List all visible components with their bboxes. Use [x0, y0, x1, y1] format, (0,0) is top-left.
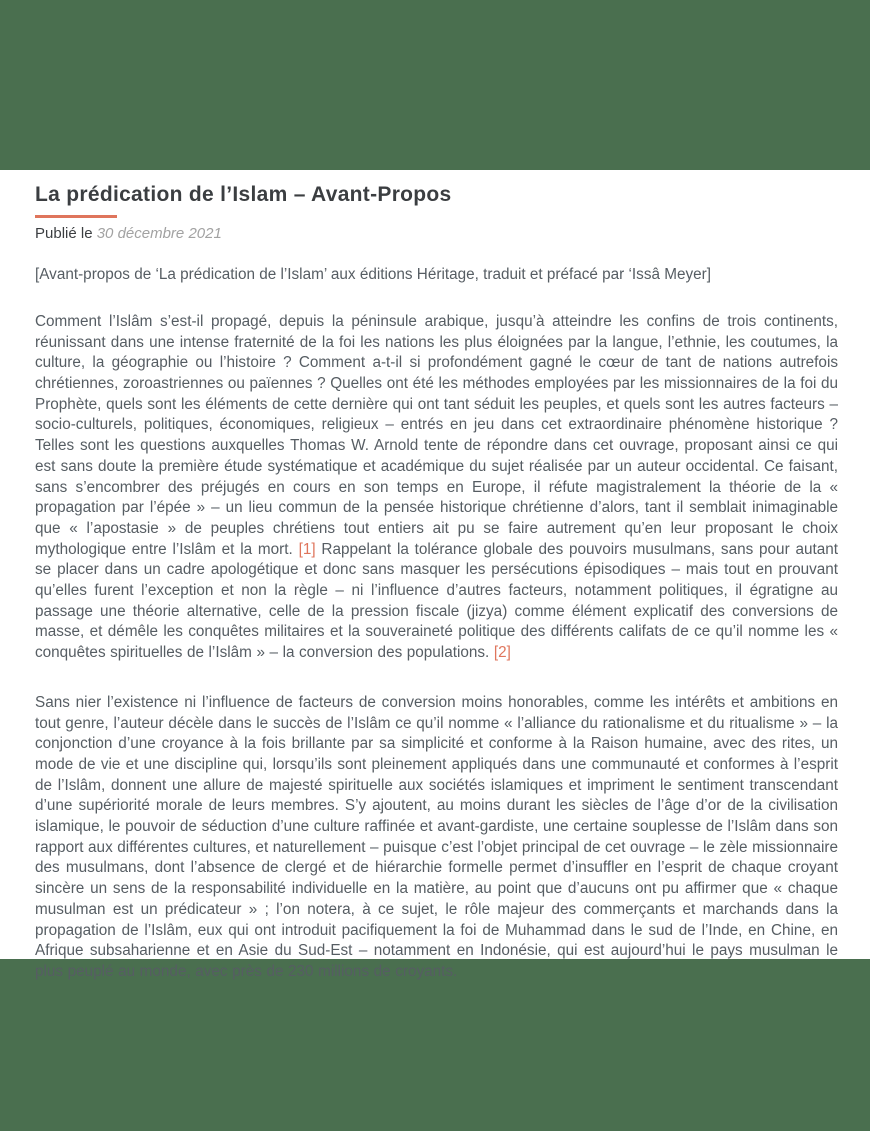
body-text: Rappelant la tolérance globale des pouvoirs musulmans, sans pour autant se placer dans un cadre apologétique et donc sans masquer les persécutions épisodiques – mais tout en prouvant qu’elles furent l’exception et non la règle – ni l’influence d’autres facteurs, notamment politiques, il égratigne au passage une théorie alternative, celle de la pression fiscale (jizya) comme élément explicatif des conversions de masse, et démêle les conquêtes militaires et la souveraineté politique des différents califats de ce qu’il nomme les « conquêtes spirituelles de l’Islâm » – la conversion des populations. [35, 540, 838, 662]
publish-meta [35, 225, 838, 242]
footer-band [0, 959, 870, 1131]
footnote-link[interactable]: [1] [298, 540, 316, 558]
translator-note: [Avant-propos de ‘La prédication de l’Islam’ aux éditions Héritage, traduit et préfacé par ‘Issâ Meyer] [35, 266, 711, 284]
footnote-link[interactable]: [2] [493, 644, 511, 662]
article-paragraph [35, 693, 838, 983]
publish-label: Publié le [35, 225, 93, 243]
header-band [0, 0, 870, 170]
body-text: Sans nier l’existence ni l’influence de facteurs de conversion moins honorables, comme les intérêts et ambitions en tout genre, l’auteur décèle dans le succès de l’Islâm ce qu’il nomme « l’alliance du rationalisme et du ritualisme » – la conjonction d’une croyance à la fois brillante par sa simplicité et conforme à la Raison humaine, avec des rites, un mode de vie et une discipline qui, lorsqu’ils sont pleinement appliqués dans une communauté et conformes à l’esprit de l’Islâm, donnent une allure de majesté spirituelle aux sociétés islamiques et impriment le sentiment transcendant d’une supériorité morale de leurs membres. S’y ajoutent, au moins durant les siècles de l’âge d’or de la civilisation islamique, le pouvoir de séduction d’une culture raffinée et avant-gardiste, une certaine souplesse de l’Islâm dans son rapport aux différentes cultures, et naturellement – puisque c’est l’objet principal de cet ouvrage – le zèle missionnaire des musulmans, dont l’absence de clergé et de hiérarchie formelle permet d’insuffler en l’esprit de chaque croyant sincère un sens de la responsabilité individuelle en la matière, au point que d’aucuns ont pu affirmer que « chaque musulman est un prédicateur » ; l’on notera, à ce sujet, le rôle majeur des commerçants et marchands dans la propagation de l’Islâm, eux qui ont introduit pacifiquement la foi de Muhammad dans le sud de l’Inde, en Chine, en Afrique subsaharienne et en Asie du Sud-Est – notamment en Indonésie, qui est aujourd’hui le pays musulman le plus peuplé au monde, avec près de 230 millions de croyants. [35, 693, 838, 980]
page-title: La prédication de l’Islam – Avant-Propos [35, 183, 452, 206]
title-accent-bar [35, 215, 117, 218]
publish-date: 30 décembre 2021 [96, 225, 222, 243]
body-text: Comment l’Islâm s’est-il propagé, depuis la péninsule arabique, jusqu’à atteindre les confins de trois continents, réunissant dans une intense fraternité de la foi les nations les plus éloignées par la langue, l’ethnie, les coutumes, la culture, la géographie ou l’histoire ? Comment a-t-il si profondément gagné le cœur de tant de nations autrefois chrétiennes, zoroastriennes ou païennes ? Quelles ont été les méthodes employées par les missionnaires de la foi du Prophète, quels sont les éléments de cette dernière qui ont tant séduit les peuples, et quels sont les autres facteurs – socio-culturels, politiques, économiques, religieux – entrés en jeu dans cet extraordinaire phénomène historique ? Telles sont les questions auxquelles Thomas W. Arnold tente de répondre dans cet ouvrage, proposant ainsi ce qui est sans doute la première étude systématique et académique du sujet réalisée par un auteur occidental. Ce faisant, sans s’encombrer des préjugés en cours en son temps en Europe, il réfute magistralement la théorie de la « propagation par l’épée » – un lieu commun de la pensée historique chrétienne d’alors, tant il semblait inimaginable que « l’apostasie » de peuples chrétiens tout entiers ait pu se faire autrement qu’en leur proposant le choix mythologique entre l’Islâm et la mort. [35, 312, 838, 558]
article-body [35, 312, 838, 983]
article-content [0, 170, 870, 980]
article-paragraph [35, 312, 838, 664]
